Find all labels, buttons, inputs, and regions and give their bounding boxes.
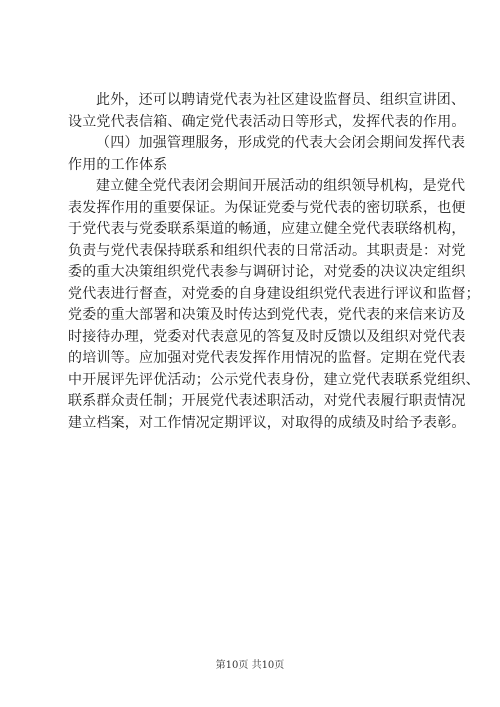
paragraph-line: 于党代表与党委联系渠道的畅通，应建立健全党代表联络机构， (68, 221, 466, 237)
body-text (68, 90, 480, 434)
paragraph-line: 时接待办理，党委对代表意见的答复及时反馈以及组织对党代表 (68, 328, 466, 345)
paragraph-line: 负责与党代表保持联系和组织代表的日常活动。其职责是：对党 (68, 242, 466, 259)
paragraph-line: 联系群众责任制；开展党代表述职活动，对党代表履行职责情况 (68, 393, 466, 409)
section-heading-line: （四）加强管理服务，形成党的代表大会闭会期间发挥代表 (96, 135, 466, 151)
paragraph-line: 设立党代表信箱、确定党代表活动日等形式，发挥代表的作用。 (68, 113, 466, 130)
page-number-footer: 第10页 共10页 (215, 660, 285, 671)
paragraph-line: 党代表进行督查，对党委的自身建设组织党代表进行评议和监督； (68, 285, 480, 302)
paragraph-line: 委的重大决策组织党代表参与调研讨论，对党委的决议决定组织 (68, 264, 466, 280)
paragraph-line: 的培训等。应加强对党代表发挥作用情况的监督。定期在党代表 (68, 350, 466, 366)
paragraph-line: 表发挥作用的重要保证。为保证党委与党代表的密切联系，也便 (68, 199, 466, 216)
paragraph-line: 建立健全党代表闭会期间开展活动的组织领导机构，是党代 (96, 178, 466, 194)
section-heading-line: 作用的工作体系 (68, 156, 168, 173)
paragraph-line: 党委的重大部署和决策及时传达到党代表，党代表的来信来访及 (68, 307, 466, 323)
paragraph-line: 此外，还可以聘请党代表为社区建设监督员、组织宣讲团、 (96, 92, 466, 108)
paragraph-line: 建立档案，对工作情况定期评议，对取得的成绩及时给予表彰。 (68, 414, 466, 431)
paragraph-line: 中开展评先评优活动；公示党代表身份，建立党代表联系党组织、 (68, 371, 480, 388)
